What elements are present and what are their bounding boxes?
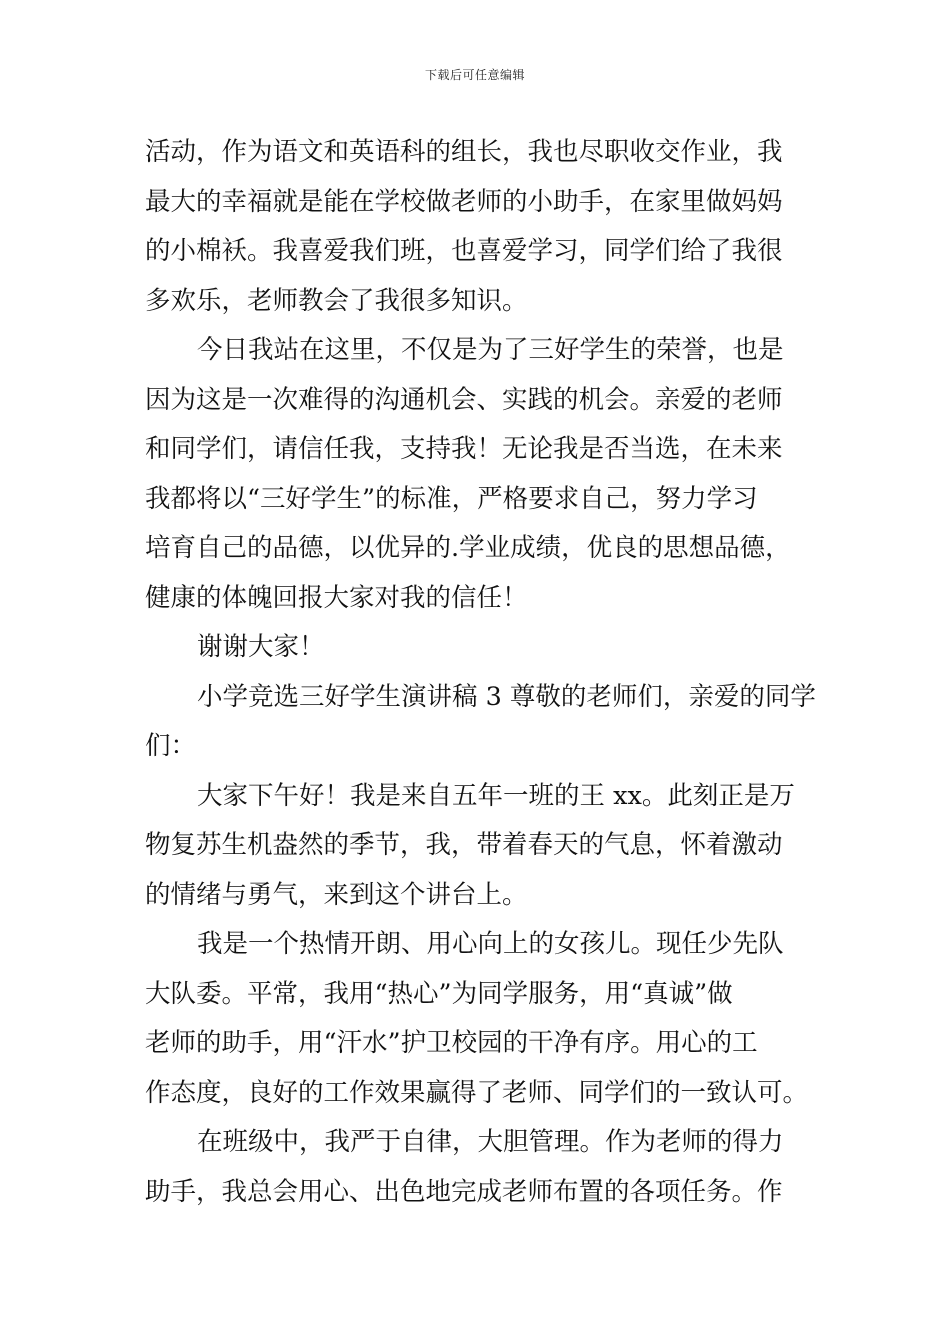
text-line: 的小棉袄。我喜爱我们班，也喜爱学习，同学们给了我很 xyxy=(145,236,783,266)
page-header: 下载后可任意编辑 xyxy=(424,68,525,82)
text-line: 助手，我总会用心、出色地完成老师布置的各项任务。作 xyxy=(145,1176,783,1207)
text-line: 因为这是一次难得的沟通机会、实践的机会。亲爱的老师 xyxy=(145,384,783,415)
text-line: 我是一个热情开朗、用心向上的女孩儿。现任少先队 xyxy=(197,929,784,959)
text-line: 大队委。平常，我用“热心”为同学服务，用“真诚”做 xyxy=(145,978,733,1009)
text-line: 健康的体魄回报大家对我的信任！ xyxy=(145,582,528,613)
text-line: 老师的助手，用“汗水”护卫校园的干净有序。用心的工 xyxy=(145,1028,758,1058)
text-line: 小学竞选三好学生演讲稿 3 尊敬的老师们，亲爱的同学 xyxy=(197,681,816,712)
text-line: 今日我站在这里，不仅是为了三好学生的荣誉，也是 xyxy=(197,335,784,365)
text-line: 活动，作为语文和英语科的组长，我也尽职收交作业，我 xyxy=(145,137,783,167)
text-line: 培育自己的品德，以优异的.学业成绩，优良的思想品德， xyxy=(145,533,791,563)
text-line: 物复苏生机盎然的季节，我，带着春天的气息，怀着激动 xyxy=(145,830,783,860)
document-body xyxy=(145,128,816,1217)
text-line: 作态度，良好的工作效果赢得了老师、同学们的一致认可。 xyxy=(145,1077,809,1108)
text-line: 谢谢大家！ xyxy=(197,632,325,662)
text-line: 大家下午好！我是来自五年一班的王 xx。此刻正是万 xyxy=(197,780,795,811)
text-line: 我都将以“三好学生”的标准，严格要求自己，努力学习 xyxy=(145,483,758,514)
text-line: 和同学们，请信任我，支持我！无论我是否当选，在未来 xyxy=(145,434,783,464)
text-line: 的情绪与勇气，来到这个讲台上。 xyxy=(145,879,528,910)
text-line: 多欢乐，老师教会了我很多知识。 xyxy=(145,285,528,316)
text-line: 在班级中，我严于自律，大胆管理。作为老师的得力 xyxy=(197,1127,784,1157)
text-line: 最大的幸福就是能在学校做老师的小助手，在家里做妈妈 xyxy=(145,186,783,217)
text-line: 们： xyxy=(145,731,197,761)
